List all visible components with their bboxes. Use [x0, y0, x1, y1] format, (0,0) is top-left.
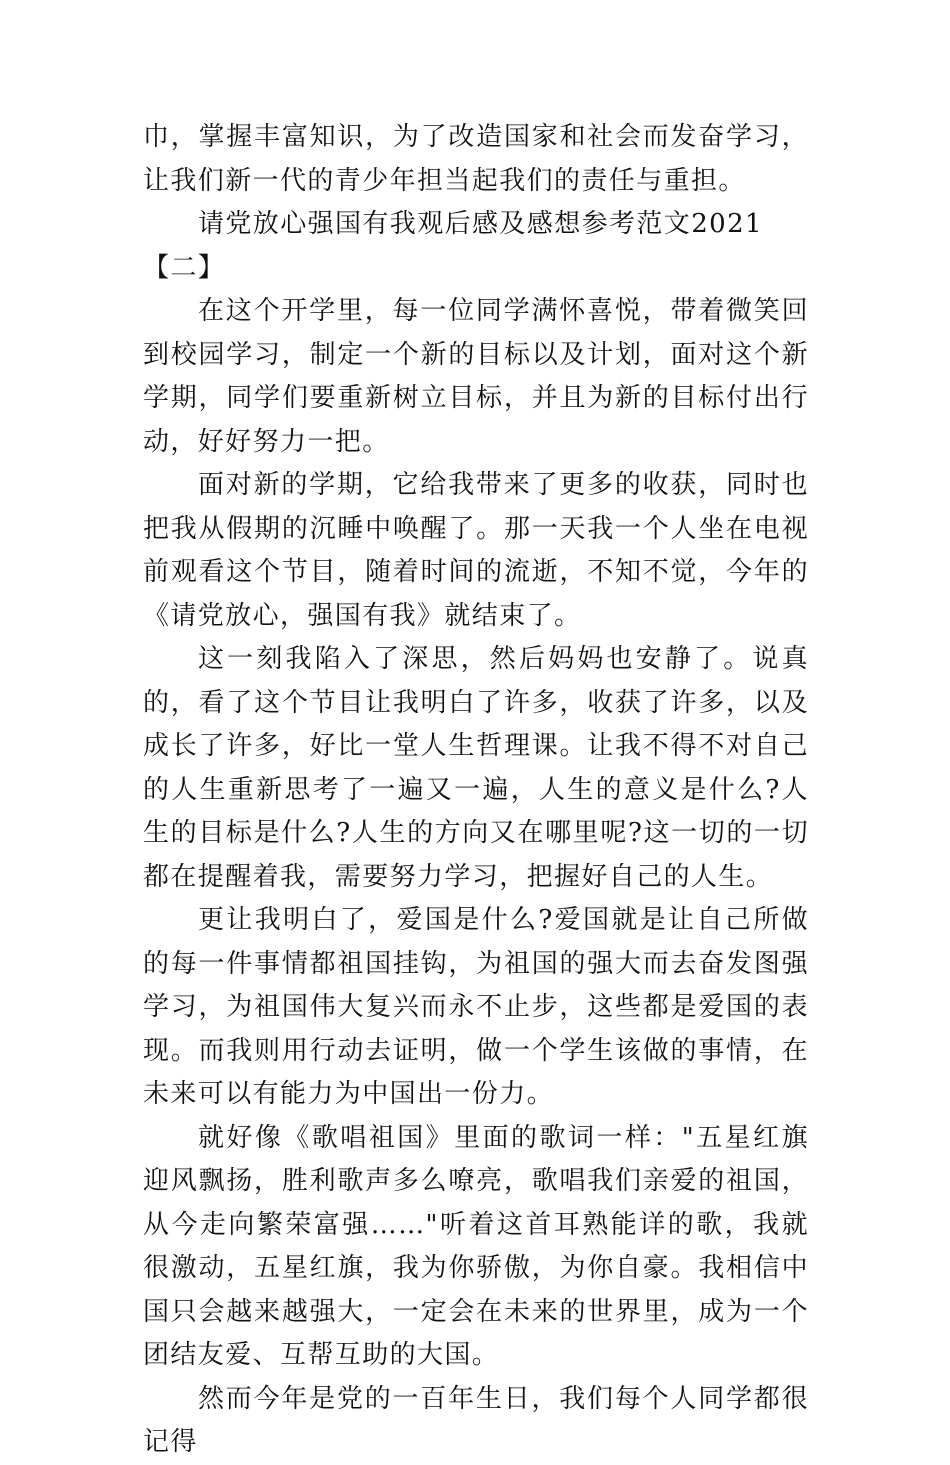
body-paragraph-3: 这一刻我陷入了深思，然后妈妈也安静了。说真的，看了这个节目让我明白了许多，收获了许多，以及成长了许多，好比一堂人生哲理课。让我不得不对自己的人生重新思考了一遍又一遍，人生的意义是什么?人生的目标是什么?人生的方向又在哪里呢?这一切的一切都在提醒着我，需要努力学习，把握好自己的人生。: [143, 644, 809, 892]
body-paragraph-5: 就好像《歌唱祖国》里面的歌词一样："五星红旗迎风飘扬，胜利歌声多么嘹亮，歌唱我们亲爱的祖国，从今走向繁荣富强……"听着这首耳熟能详的歌，我就很激动，五星红旗，我为你骄傲，为你自豪。我相信中国只会越来越强大，一定会在未来的世界里，成为一个团结友爱、互帮互助的大国。: [143, 1122, 809, 1370]
body-paragraph-4: 更让我明白了，爱国是什么?爱国就是让自己所做的每一件事情都祖国挂钩，为祖国的强大而去奋发图强学习，为祖国伟大复兴而永不止步，这些都是爱国的表现。而我则用行动去证明，做一个学生该做的事情，在未来可以有能力为中国出一份力。: [143, 905, 809, 1109]
body-paragraph-6: 然而今年是党的一百年生日，我们每个人同学都很记得: [143, 1383, 809, 1457]
document-page: [143, 116, 809, 1465]
body-paragraph-2: 面对新的学期，它给我带来了更多的收获，同时也把我从假期的沉睡中唤醒了。那一天我一个人坐在电视前观看这个节目，随着时间的流逝，不知不觉，今年的《请党放心，强国有我》就结束了。: [143, 470, 809, 631]
body-paragraph-1: 在这个开学里，每一位同学满怀喜悦，带着微笑回到校园学习，制定一个新的目标以及计划，面对这个新学期，同学们要重新树立目标，并且为新的目标付出行动，好好努力一把。: [143, 296, 809, 457]
continued-paragraph: 巾，掌握丰富知识，为了改造国家和社会而发奋学习，让我们新一代的青少年担当起我们的责任与重担。: [143, 122, 809, 196]
section-heading: 请党放心强国有我观后感及感想参考范文2021【二】: [143, 209, 763, 283]
